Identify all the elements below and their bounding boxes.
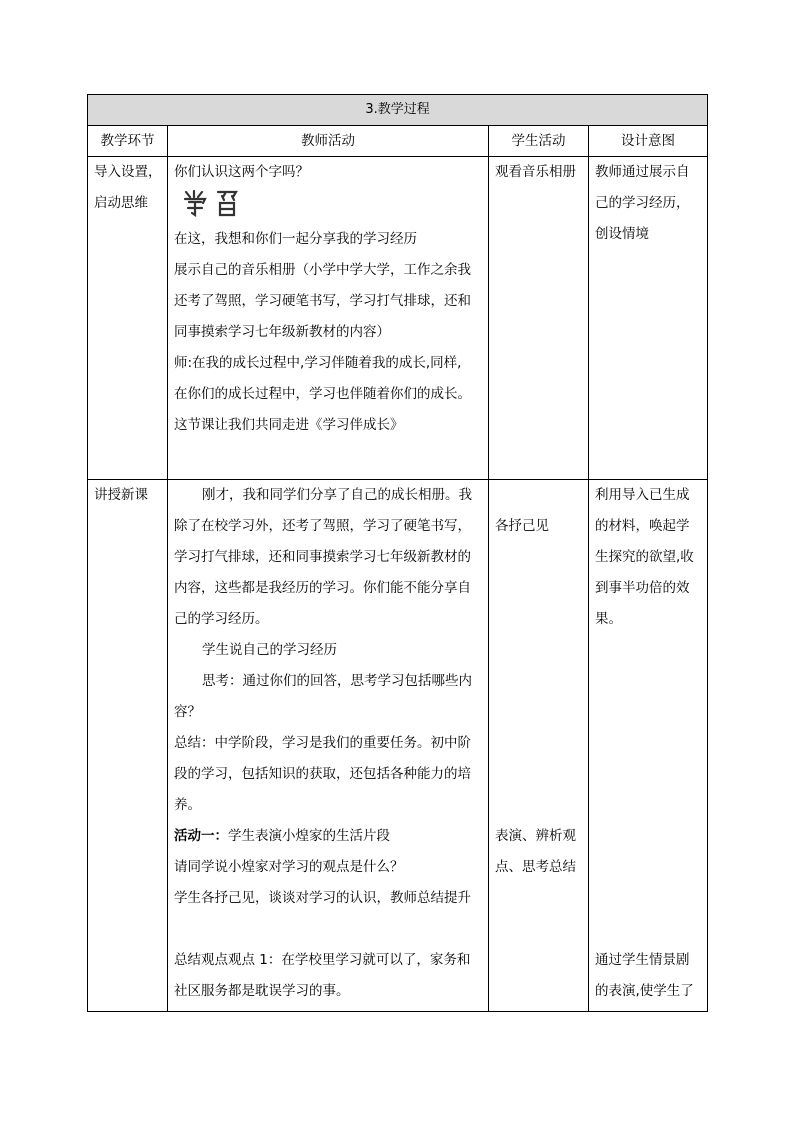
intent-text: 己的学习经历，: [595, 195, 690, 211]
intent-text: 的表演,使学生了: [595, 983, 694, 999]
intent-text: 果。: [595, 611, 622, 627]
teacher-line: 己的学习经历。: [174, 611, 269, 627]
activity-line: [174, 821, 482, 852]
teacher-question: 你们认识这两个字吗？: [174, 164, 309, 180]
teacher-line: 总结观点观点 1：在学校里学习就可以了，家务和: [174, 952, 471, 968]
teacher-line: 学生各抒己见，谈谈对学习的认识，教师总结提升: [174, 890, 471, 906]
stage-cell: [88, 157, 168, 480]
table-row: [88, 480, 708, 1012]
stage-text: 导入设置，: [94, 164, 162, 180]
teacher-activity-cell: [168, 157, 489, 480]
teacher-line: 内容，这些都是我经历的学习。你们能不能分享自: [174, 580, 471, 596]
design-intent-cell: [589, 480, 708, 1012]
intent-text: 利用导入已生成: [595, 487, 690, 503]
teacher-line: 除了在校学习外，还考了驾照，学习了硬笔书写，: [174, 518, 471, 534]
teacher-line: 这节课让我们共同走进《学习伴成长》: [174, 417, 404, 433]
teacher-line: 段的学习，包括知识的获取，还包括各种能力的培: [174, 766, 471, 782]
spacer: [495, 542, 582, 821]
teacher-line: 总结：中学阶段，学习是我们的重要任务。初中阶: [174, 735, 471, 751]
intent-text: 到事半功倍的效: [595, 580, 690, 596]
activity-label: 活动一：: [174, 828, 228, 844]
design-intent-cell: [589, 157, 708, 480]
intent-text: 创设情境: [595, 226, 649, 242]
teacher-line: 展示自己的音乐相册（小学中学大学，工作之余我: [174, 262, 471, 278]
teacher-line: 学习打气排球，还和同事摸索学习七年级新教材的: [174, 549, 471, 565]
header-student-activity: 学生活动: [489, 126, 589, 157]
stage-text: 讲授新课: [94, 487, 148, 503]
header-stage: 教学环节: [88, 126, 168, 157]
teacher-line: 思考：通过你们的回答，思考学习包括哪些内: [202, 673, 472, 689]
teacher-line: 刚才，我和同学们分享了自己的成长相册。我: [202, 487, 472, 503]
teacher-line: 养。: [174, 797, 201, 813]
table-row: [88, 157, 708, 480]
student-activity-text: 表演、辨析观: [495, 828, 576, 844]
activity-text: 学生表演小煌家的生活片段: [228, 828, 390, 844]
student-activity-text: 点、思考总结: [495, 859, 576, 875]
stage-text: 启动思维: [94, 195, 148, 211]
stage-cell: [88, 480, 168, 1012]
spacer: [495, 480, 582, 511]
student-activity-cell: [489, 480, 589, 1012]
intent-text: 生探究的欲望,收: [595, 549, 694, 565]
teacher-line: 师:在我的成长过程中,学习伴随着我的成长,同样,: [174, 355, 462, 371]
intent-text: 教师通过展示自: [595, 164, 690, 180]
teacher-line: 请同学说小煌家对学习的观点是什么？: [174, 859, 404, 875]
student-activity-cell: [489, 157, 589, 480]
teaching-process-table: [87, 94, 708, 1012]
teacher-line: 在这，我想和你们一起分享我的学习经历: [174, 231, 417, 247]
header-design-intent: 设计意图: [589, 126, 708, 157]
seal-script-characters-icon: [174, 188, 482, 224]
student-activity-text: 各抒己见: [495, 518, 549, 534]
spacer: [174, 914, 482, 945]
teacher-line: 社区服务都是耽误学习的事。: [174, 983, 350, 999]
intent-text: 通过学生情景剧: [595, 952, 690, 968]
intent-text: 的材料，唤起学: [595, 518, 690, 534]
teacher-activity-cell: [168, 480, 489, 1012]
student-activity-text: 观看音乐相册: [495, 164, 576, 180]
teacher-line: 还考了驾照，学习硬笔书写，学习打气排球，还和: [174, 293, 471, 309]
teacher-line: 同事摸索学习七年级新教材的内容）: [174, 324, 390, 340]
spacer: [595, 635, 701, 945]
teacher-line: 容？: [174, 704, 201, 720]
teacher-line: 在你们的成长过程中，学习也伴随着你们的成长。: [174, 386, 471, 402]
header-teacher-activity: 教师活动: [168, 126, 489, 157]
table-title: 3.教学过程: [88, 95, 708, 126]
teacher-line: 学生说自己的学习经历: [202, 642, 337, 658]
